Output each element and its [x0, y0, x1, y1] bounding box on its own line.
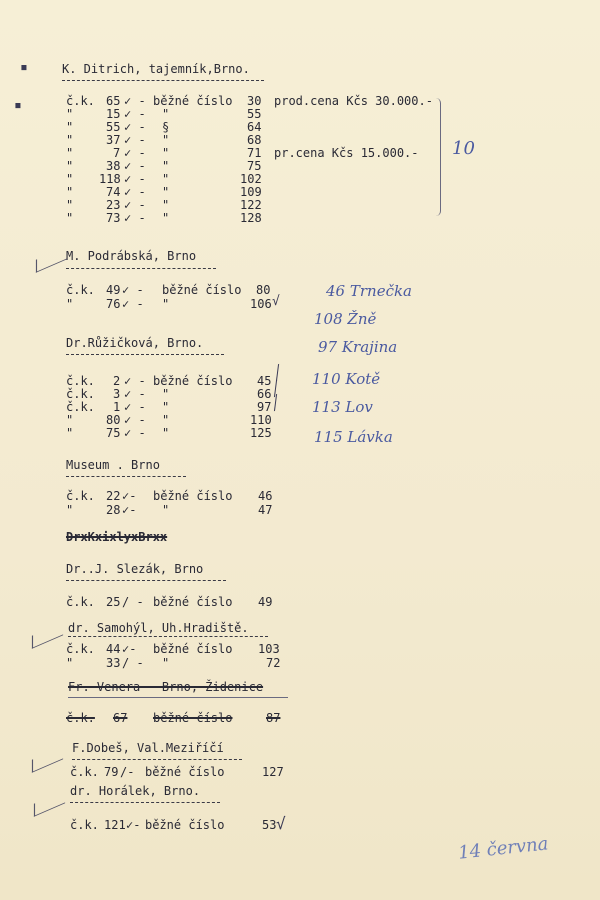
row-prefix: č.k. [66, 94, 95, 108]
check-mark: ✓ - [124, 426, 146, 440]
row-ck: 49 [106, 283, 121, 297]
row-label: " [162, 413, 170, 427]
row-prefix: č.k. [70, 765, 99, 779]
row-prefix: " [66, 120, 74, 134]
row-note: pr.cena Kčs 15.000.- [274, 146, 419, 160]
section-title: M. Podrábská, Brno [66, 249, 197, 263]
row-ck: 22 [106, 489, 121, 503]
row-prefix: č.k. [66, 711, 95, 725]
row-label: " [162, 107, 170, 121]
row-label: " [162, 211, 170, 225]
row-ck: 33 [106, 656, 121, 670]
row-prefix: " [66, 297, 74, 311]
row-label: běžné číslo [153, 642, 233, 656]
row-prefix: " [66, 159, 74, 173]
row-prefix: " [66, 413, 74, 427]
handwritten-entry: 115 Lávka [314, 428, 393, 446]
row-prefix: č.k. [66, 489, 95, 503]
row-ck: 65 [106, 94, 121, 108]
row-label: " [162, 133, 170, 147]
row-prefix: " [66, 656, 74, 670]
handwritten-note: 10 [452, 138, 475, 159]
check-mark: ✓- [122, 642, 137, 656]
check-mark: ✓ - [124, 120, 146, 134]
title-underline [62, 80, 264, 81]
scan-mark: ▪ [20, 60, 28, 75]
section-title: Dr.Růžičková, Brno. [66, 336, 204, 350]
section-title: dr. Samohýl, Uh.Hradiště. [68, 621, 249, 635]
row-num: 53 [262, 818, 277, 832]
scan-mark: ▪ [14, 98, 22, 113]
row-ck: 80 [106, 413, 121, 427]
row-label: běžné číslo [145, 818, 225, 832]
row-label: běžné číslo [145, 765, 225, 779]
check-mark: ✓ - [124, 133, 146, 147]
row-label: běžné číslo [162, 283, 242, 297]
check-mark: √ [276, 814, 286, 833]
check-mark: ✓ - [124, 159, 146, 173]
row-label: běžné číslo [153, 374, 233, 388]
row-label: " [162, 198, 170, 212]
handwritten-entry: 108 Žně [314, 310, 377, 328]
row-label: " [162, 172, 170, 186]
row-prefix: " [66, 172, 74, 186]
check-mark: ╱ [269, 395, 283, 412]
row-prefix: " [66, 503, 74, 517]
row-prefix: č.k. [66, 374, 95, 388]
row-num: 102 [240, 172, 262, 186]
row-label: " [162, 656, 170, 670]
row-ck: 74 [106, 185, 121, 199]
row-label: běžné číslo [153, 595, 233, 609]
row-label: " [162, 297, 170, 311]
row-ck: 2 [113, 374, 121, 388]
check-mark: ✓ - [124, 400, 146, 414]
row-note: prod.cena Kčs 30.000.- [274, 94, 433, 108]
check-mark: ✓ - [124, 211, 146, 225]
row-ck: 25 [106, 595, 121, 609]
row-num: 46 [258, 489, 273, 503]
handwritten-date: 14 června [457, 833, 550, 864]
handwritten-entry: 110 Kotě [312, 370, 381, 388]
row-num: 122 [240, 198, 262, 212]
row-num: 72 [266, 656, 281, 670]
check-mark: ✓ - [124, 146, 146, 160]
row-num: 97 [257, 400, 272, 414]
row-prefix: č.k. [66, 595, 95, 609]
check-mark: ✓ - [124, 198, 146, 212]
row-ck: 55 [106, 120, 121, 134]
check-mark: ╱ [271, 365, 285, 382]
row-label: " [162, 503, 170, 517]
row-ck: 38 [106, 159, 121, 173]
check-mark: / - [122, 656, 144, 670]
row-prefix: č.k. [66, 387, 95, 401]
row-label: běžné číslo [153, 711, 233, 725]
row-ck: 75 [106, 426, 121, 440]
row-num: 109 [240, 185, 262, 199]
title-underline [70, 802, 220, 803]
check-mark: ✓- [122, 503, 137, 517]
row-num: 30 [247, 94, 262, 108]
row-num: 49 [258, 595, 273, 609]
handwritten-entry: 46 Trnečka [326, 282, 413, 300]
row-ck: 1 [113, 400, 121, 414]
check-mark [36, 246, 67, 272]
row-prefix: " [66, 185, 74, 199]
row-num: 71 [247, 146, 262, 160]
row-prefix: " [66, 107, 74, 121]
check-mark: ✓ - [124, 374, 146, 388]
row-num: 68 [247, 133, 262, 147]
row-ck: 67 [113, 711, 128, 725]
row-num: 87 [266, 711, 281, 725]
title-underline [68, 697, 288, 698]
row-prefix: č.k. [66, 642, 95, 656]
row-prefix: " [66, 426, 74, 440]
row-ck: 44 [106, 642, 121, 656]
row-prefix: " [66, 146, 74, 160]
check-mark: ✓ - [122, 297, 144, 311]
row-num: 128 [240, 211, 262, 225]
section-title: F.Dobeš, Val.Meziříčí [72, 741, 224, 755]
row-label: běžné číslo [153, 94, 233, 108]
section-title: Dr..J. Slezák, Brno [66, 562, 204, 576]
row-num: 106 [250, 297, 272, 311]
struck-heading: DrxKxixlyxBrxx [66, 530, 168, 544]
section-title: K. Ditrich, tajemník,Brno. [62, 62, 250, 76]
check-mark: √ [272, 294, 280, 309]
row-prefix: č.k. [66, 400, 95, 414]
row-num: 75 [247, 159, 262, 173]
row-label: " [162, 185, 170, 199]
row-num: 47 [258, 503, 273, 517]
row-ck: 118 [99, 172, 121, 186]
title-underline [72, 759, 242, 760]
title-underline [68, 636, 268, 637]
row-num: 125 [250, 426, 272, 440]
row-num: 103 [258, 642, 280, 656]
row-ck: 3 [113, 387, 121, 401]
title-underline [66, 354, 224, 355]
row-num: 127 [262, 765, 284, 779]
row-ck: 79 [104, 765, 119, 779]
check-mark: ✓- [126, 818, 141, 832]
check-mark: ✓ - [124, 107, 146, 121]
check-mark: ✓ - [124, 172, 146, 186]
check-mark: ✓ - [122, 283, 144, 297]
row-prefix: č.k. [66, 283, 95, 297]
row-label: běžné číslo [153, 489, 233, 503]
row-prefix: " [66, 211, 74, 225]
title-underline [66, 268, 216, 269]
check-mark: ✓ - [124, 387, 146, 401]
row-ck: 37 [106, 133, 121, 147]
row-label: " [162, 387, 170, 401]
check-mark: ✓ - [124, 185, 146, 199]
row-num: 45 [257, 374, 272, 388]
row-label: " [162, 146, 170, 160]
row-ck: 7 [113, 146, 121, 160]
check-mark: ╱ [269, 381, 283, 398]
check-mark: ✓ - [124, 94, 146, 108]
brace-mark [436, 98, 441, 216]
row-ck: 28 [106, 503, 121, 517]
row-prefix: " [66, 133, 74, 147]
section-title: dr. Horálek, Brno. [70, 784, 201, 798]
row-ck: 15 [106, 107, 121, 121]
row-num: 80 [256, 283, 271, 297]
row-prefix: č.k. [70, 818, 99, 832]
check-mark [32, 622, 63, 648]
handwritten-entry: 113 Lov [312, 398, 373, 416]
row-num: 66 [257, 387, 272, 401]
row-ck: 23 [106, 198, 121, 212]
row-num: 64 [247, 120, 262, 134]
row-label: " [162, 400, 170, 414]
title-underline [66, 580, 226, 581]
row-label: " [162, 426, 170, 440]
check-mark [32, 746, 63, 772]
row-num: 110 [250, 413, 272, 427]
handwritten-entry: 97 Krajina [318, 338, 398, 356]
row-prefix: " [66, 198, 74, 212]
row-ck: 121 [104, 818, 126, 832]
check-mark: ✓- [122, 489, 137, 503]
check-mark [34, 790, 65, 816]
row-label: § [162, 120, 170, 134]
row-ck: 73 [106, 211, 121, 225]
row-ck: 76 [106, 297, 121, 311]
check-mark: ✓ - [124, 413, 146, 427]
section-title: Museum . Brno [66, 458, 160, 472]
title-underline [66, 476, 186, 477]
check-mark: / - [122, 595, 144, 609]
row-num: 55 [247, 107, 262, 121]
check-mark: /- [120, 765, 135, 779]
struck-heading: Fr. Venera - Brno, Židenice [68, 680, 264, 694]
row-label: " [162, 159, 170, 173]
